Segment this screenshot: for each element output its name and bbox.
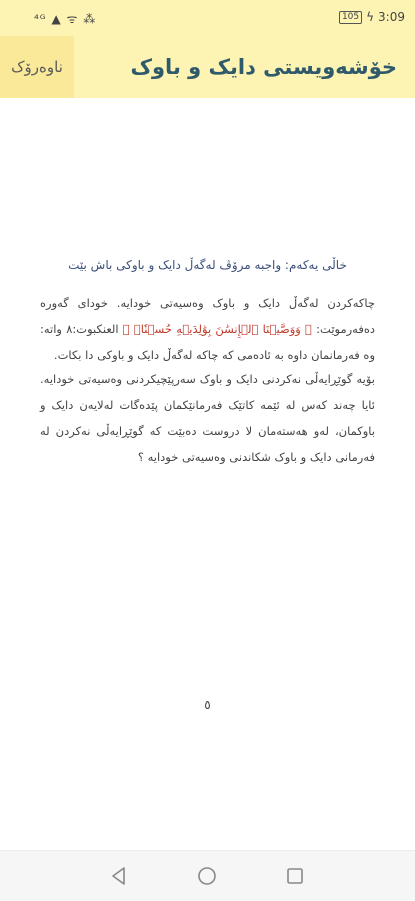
app-bar (0, 36, 415, 98)
home-icon[interactable] (195, 864, 219, 888)
clock: 3:09 (378, 10, 405, 24)
book-page (0, 98, 415, 850)
paragraph-1-text: چاکەکردن لەگەڵ دایک و باوک وەسیەتی خودایە. خودای گەورە دەفەرموێت: (40, 296, 375, 336)
paragraph-1 (40, 290, 375, 368)
app-title: خۆشەویستی دایک و باوک (130, 55, 397, 79)
network-icons: ⁴ᴳ ▲ ᯤ ⁂ (34, 12, 97, 26)
back-icon[interactable] (107, 864, 131, 888)
quran-verse: ﴿ وَوَصَّيۡنَا ٱلۡإِنسَٰنَ بِوَٰلِدَيۡهِ حُسۡنٗاۖ ﴾ (122, 322, 312, 336)
section-title: خاڵی یەکەم: واجبە مرۆڤ لەگەڵ دایک و باوکی باش بێت (68, 258, 347, 272)
status-right (339, 10, 405, 24)
battery-icon: 105 (339, 11, 362, 24)
charging-icon: ϟ (366, 10, 375, 24)
recent-apps-icon[interactable] (283, 864, 307, 888)
page-number: ٥ (204, 698, 211, 712)
status-bar (0, 0, 415, 36)
paragraph-2: بۆیە گوێڕایەڵی نەکردنی دایک و باوک سەرپێچیکردنی وەسیەتی خودایە. ئایا چەند کەس لە ئێمە کاتێک فەرمانێکمان پێدەگات لەلایەن دایک و باوکمان، لەو هەستەمان لا دروست دەبێت کە گوێڕایەڵی نەکردن لە فەرمانی دایک و باوک شکاندنی وەسیەتی خودایە ؟ (40, 372, 375, 464)
system-nav-bar (0, 850, 415, 901)
contents-button[interactable]: ناوەرۆک (0, 36, 74, 98)
paragraph-1-continuation: العنكبوت:٨ واتە: وە فەرمانمان داوە بە ئادەمی کە چاکە لەگەڵ دایک و باوکی دا بکات. (40, 322, 375, 362)
